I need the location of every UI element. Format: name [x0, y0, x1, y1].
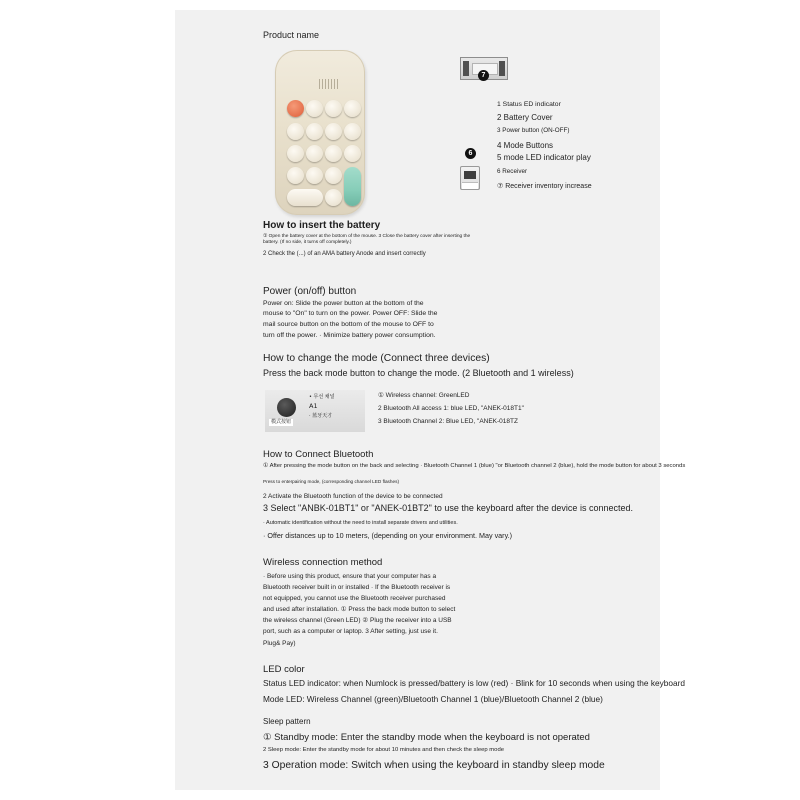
parts-legend-item-6: 6 Receiver — [497, 168, 528, 175]
wireless-text-line: port, such as a computer or laptop. 3 After setting, just use it. — [263, 628, 438, 635]
parts-legend-item-4: 4 Mode Buttons — [497, 141, 554, 150]
wireless-section-title: Wireless connection method — [263, 557, 383, 568]
keypad-key — [344, 123, 361, 140]
wireless-text-line: · Before using this product, ensure that your computer has a — [263, 573, 437, 580]
parts-legend-item-1: 1 Status ED indicator — [497, 101, 561, 108]
battery-step-2: 2 Check the (...) of an AMA battery Anode and insert correctly — [263, 251, 426, 257]
callout-badge-6: 6 — [465, 148, 476, 159]
sleep-standby-mode: ① Standby mode: Enter the standby mode when the keyboard is not operated — [263, 732, 590, 743]
keyboard-illustration — [275, 50, 365, 215]
bluetooth-step-3: 3 Select "ANBK-01BT1" or "ANEK-01BT2" to use the keyboard after the device is connected. — [263, 503, 633, 513]
sleep-sleep-mode: 2 Sleep mode: Enter the standby mode for about 10 minutes and then check the sleep mode — [263, 747, 505, 753]
usb-receiver-body — [462, 182, 478, 189]
receiver-end — [463, 61, 469, 76]
mode-channel-2: 2 Bluetooth All access 1: blue LED, "ANEK-018T1" — [378, 405, 524, 412]
keypad-key — [306, 123, 323, 140]
bluetooth-note-1: · Automatic identification without the need to install separate drivers and utilities. — [263, 520, 458, 526]
keypad-key — [344, 145, 361, 162]
keypad-key — [325, 145, 342, 162]
mode-section-title: How to change the mode (Connect three devices) — [263, 353, 490, 364]
callout-badge-7: 7 — [478, 70, 489, 81]
wireless-text-line: not equipped, you cannot use the Bluetooth receiver purchased — [263, 595, 446, 602]
mode-photo-button-label: 模式按钮 — [271, 419, 292, 425]
keypad-key — [287, 145, 304, 162]
keypad-key — [306, 145, 323, 162]
product-name-heading: Product name — [263, 30, 320, 40]
bluetooth-step-1-note: Press to enterpairing mode, (corresponding channel LED flashes) — [263, 479, 400, 484]
mode-photo-label-line2: A1 — [309, 402, 318, 410]
keypad-key — [306, 100, 323, 117]
mode-button-photo — [265, 390, 365, 432]
manual-panel — [175, 10, 660, 790]
keypad-key — [287, 123, 304, 140]
bluetooth-section-title: How to Connect Bluetooth — [263, 449, 374, 460]
battery-step-1-cont: battery. (If no side, it turns off completely.) — [263, 240, 352, 245]
keypad-key — [325, 123, 342, 140]
power-text-line: mail source button on the bottom of the mouse to OFF to — [263, 321, 434, 328]
keypad-key — [344, 100, 361, 117]
sleep-section-title: Sleep pattern — [263, 717, 311, 726]
power-text-line: mouse to "On" to turn on the power. Power OFF: Slide the — [263, 310, 438, 317]
parts-legend-item-5: 5 mode LED indicator play — [497, 153, 591, 162]
mode-section-subtitle: Press the back mode button to change the mode. (2 Bluetooth and 1 wireless) — [263, 368, 574, 378]
mode-photo-label-line1: • 무선 채널 — [309, 394, 335, 400]
speaker-grill — [319, 79, 340, 89]
led-mode-description: Mode LED: Wireless Channel (green)/Bluetooth Channel 1 (blue)/Bluetooth Channel 2 (blue) — [263, 694, 603, 704]
sleep-operation-mode: 3 Operation mode: Switch when using the keyboard in standby sleep mode — [263, 760, 605, 771]
parts-legend-item-7: ⑦ Receiver inventory increase — [497, 183, 592, 190]
wireless-text-line: Plug& Pay) — [263, 640, 296, 647]
keypad-key — [287, 167, 304, 184]
keypad-key — [325, 167, 342, 184]
bluetooth-note-2: · Offer distances up to 10 meters, (depending on your environment. May vary.) — [263, 531, 513, 540]
bluetooth-step-2: 2 Activate the Bluetooth function of the device to be connected — [263, 493, 443, 500]
led-status-description: Status LED indicator: when Numlock is pressed/battery is low (red) · Blink for 10 seconds when using the keyboard — [263, 678, 685, 688]
keypad-zero-key-wide — [287, 189, 323, 206]
power-section-title: Power (on/off) button — [263, 286, 357, 297]
mode-channel-1: ① Wireless channel: GreenLED — [378, 392, 470, 399]
bluetooth-step-1: ① After pressing the mode button on the back and selecting · Bluetooth Channel 1 (blue) "or Bluetooth channel 2 (blue), hold the mode button for about 3 seconds — [263, 463, 686, 469]
parts-legend-item-3: 3 Power button (ON-OFF) — [497, 127, 570, 134]
keypad-key — [306, 167, 323, 184]
usb-receiver-icon — [460, 166, 480, 190]
mode-button-dial-icon — [277, 398, 296, 417]
wireless-text-line: Bluetooth receiver built in or installed · If the Bluetooth receiver is — [263, 584, 451, 591]
keypad-key — [325, 189, 342, 206]
parts-legend-item-2: 2 Battery Cover — [497, 113, 553, 122]
receiver-end — [499, 61, 505, 76]
mode-channel-3: 3 Bluetooth Channel 2: Blue LED, "ANEK-018TZ — [378, 418, 518, 425]
wireless-text-line: the wireless channel (Green LED) ② Plug the receiver into a USB — [263, 617, 452, 624]
battery-step-1: ① Open the battery cover at the bottom of the mouse. 3 Close the battery cover after inserting the — [263, 234, 471, 239]
power-text-line: turn off the power. · Minimize battery power consumption. — [263, 332, 436, 339]
keypad-enter-key-green — [344, 167, 361, 206]
mode-photo-label-line3: · 蓝牙天才 — [309, 413, 333, 419]
wireless-text-line: and used after installation. ① Press the back mode button to select — [263, 606, 456, 613]
keypad-key-orange — [287, 100, 304, 117]
battery-section-title: How to insert the battery — [263, 220, 381, 231]
led-section-title: LED color — [263, 664, 305, 675]
power-text-line: Power on: Slide the power button at the bottom of the — [263, 300, 424, 307]
keypad-key — [325, 100, 342, 117]
usb-connector-slot — [464, 171, 476, 179]
